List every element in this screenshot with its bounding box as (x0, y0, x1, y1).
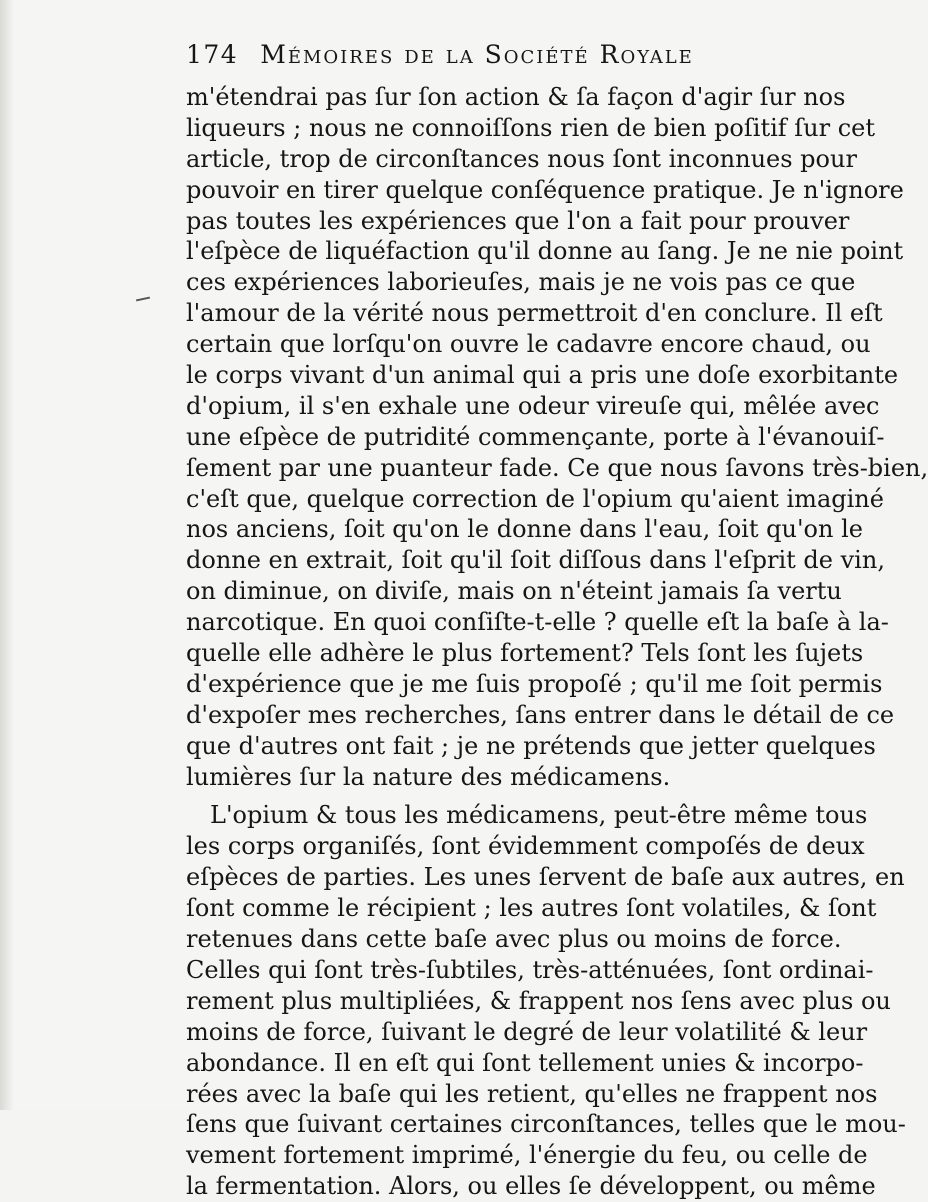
text-line: ſement par une puanteur fade. Ce que nous ſavons très-bien, (186, 453, 928, 482)
text-line: rement plus multipliées, & frappent nos ſens avec plus ou (186, 986, 891, 1015)
text-line: article, trop de circonſtances nous ſont inconnues pour (186, 144, 857, 173)
text-line: la fermentation. Alors, ou elles ſe développent, ou même (186, 1172, 876, 1201)
text-line: ſont comme le récipient ; les autres ſont volatiles, & ſont (186, 894, 877, 923)
text-line: pas toutes les expériences que l'on a fait pour prouver (186, 206, 850, 235)
text-line: c'eſt que, quelque correction de l'opium qu'aient imaginé (186, 484, 884, 513)
text-line: donne en extrait, ſoit qu'il ſoit diſſous dans l'eſprit de vin, (186, 546, 885, 575)
running-head (186, 40, 766, 69)
text-line: ſens que ſuivant certaines circonſtances, telles que le mou- (186, 1110, 906, 1139)
paragraph-2 (186, 800, 906, 1202)
text-line: vement fortement imprimé, l'énergie du feu, ou celle de (186, 1141, 868, 1170)
text-line: que d'autres ont fait ; je ne prétends que jetter quelques (186, 731, 876, 760)
text-line: moins de force, ſuivant le degré de leur volatilité & leur (186, 1017, 868, 1046)
text-line: abondance. Il en eſt qui ſont tellement unies & incorpo- (186, 1048, 864, 1077)
margin-mark (136, 297, 150, 302)
page-number: 174 (186, 40, 239, 69)
text-line: lumières ſur la nature des médicamens. (186, 762, 671, 791)
text-line: l'eſpèce de liquéfaction qu'il donne au ſang. Je ne nie point (186, 237, 904, 266)
text-line: pouvoir en tirer quelque conſéquence pratique. Je n'ignore (186, 175, 904, 204)
running-title: Mémoires de la Société Royale (260, 40, 694, 69)
text-line: rées avec la baſe qui les retient, qu'elles ne frappent nos (186, 1079, 878, 1108)
text-line: le corps vivant d'un animal qui a pris une doſe exorbitante (186, 361, 899, 390)
text-line: narcotique. En quoi conſiſte-t-elle ? quelle eſt la baſe à la- (186, 608, 889, 637)
text-line: les corps organiſés, ſont évidemment compoſés de deux (186, 832, 865, 861)
text-line: on diminue, on diviſe, mais on n'éteint jamais ſa vertu (186, 577, 842, 606)
text-line: d'expoſer mes recherches, ſans entrer dans le détail de ce (186, 700, 895, 729)
text-line: quelle elle adhère le plus fortement? Tels ſont les ſujets (186, 639, 864, 668)
text-line: L'opium & tous les médicamens, peut-être même tous (210, 801, 868, 830)
text-line: d'expérience que je me ſuis propoſé ; qu'il me ſoit permis (186, 669, 883, 698)
text-line: certain que lorſqu'on ouvre le cadavre encore chaud, ou (186, 330, 871, 359)
text-line: m'étendrai pas ſur ſon action & ſa façon d'agir ſur nos (186, 83, 846, 111)
text-line: l'amour de la vérité nous permettroit d'en conclure. Il eſt (186, 299, 883, 328)
body-text (186, 82, 928, 1202)
text-line: Celles qui ſont très-ſubtiles, très-atténuées, ſont ordinai- (186, 955, 874, 984)
paragraph-1 (186, 82, 928, 792)
text-line: retenues dans cette baſe avec plus ou moins de force. (186, 925, 842, 954)
paragraph-gap (186, 792, 758, 800)
text-line: liqueurs ; nous ne connoiſſons rien de bien poſitif ſur cet (186, 113, 876, 142)
text-line: nos anciens, ſoit qu'on le donne dans l'eau, ſoit qu'on le (186, 515, 863, 544)
text-line: d'opium, il s'en exhale une odeur vireuſe qui, mêlée avec (186, 391, 880, 420)
text-line: une eſpèce de putridité commençante, porte à l'évanouiſ- (186, 422, 885, 451)
text-line: eſpèces de parties. Les unes ſervent de baſe aux autres, en (186, 863, 905, 892)
page-edge-shadow (0, 0, 14, 1110)
text-line: ces expériences laborieuſes, mais je ne vois pas ce que (186, 268, 856, 297)
